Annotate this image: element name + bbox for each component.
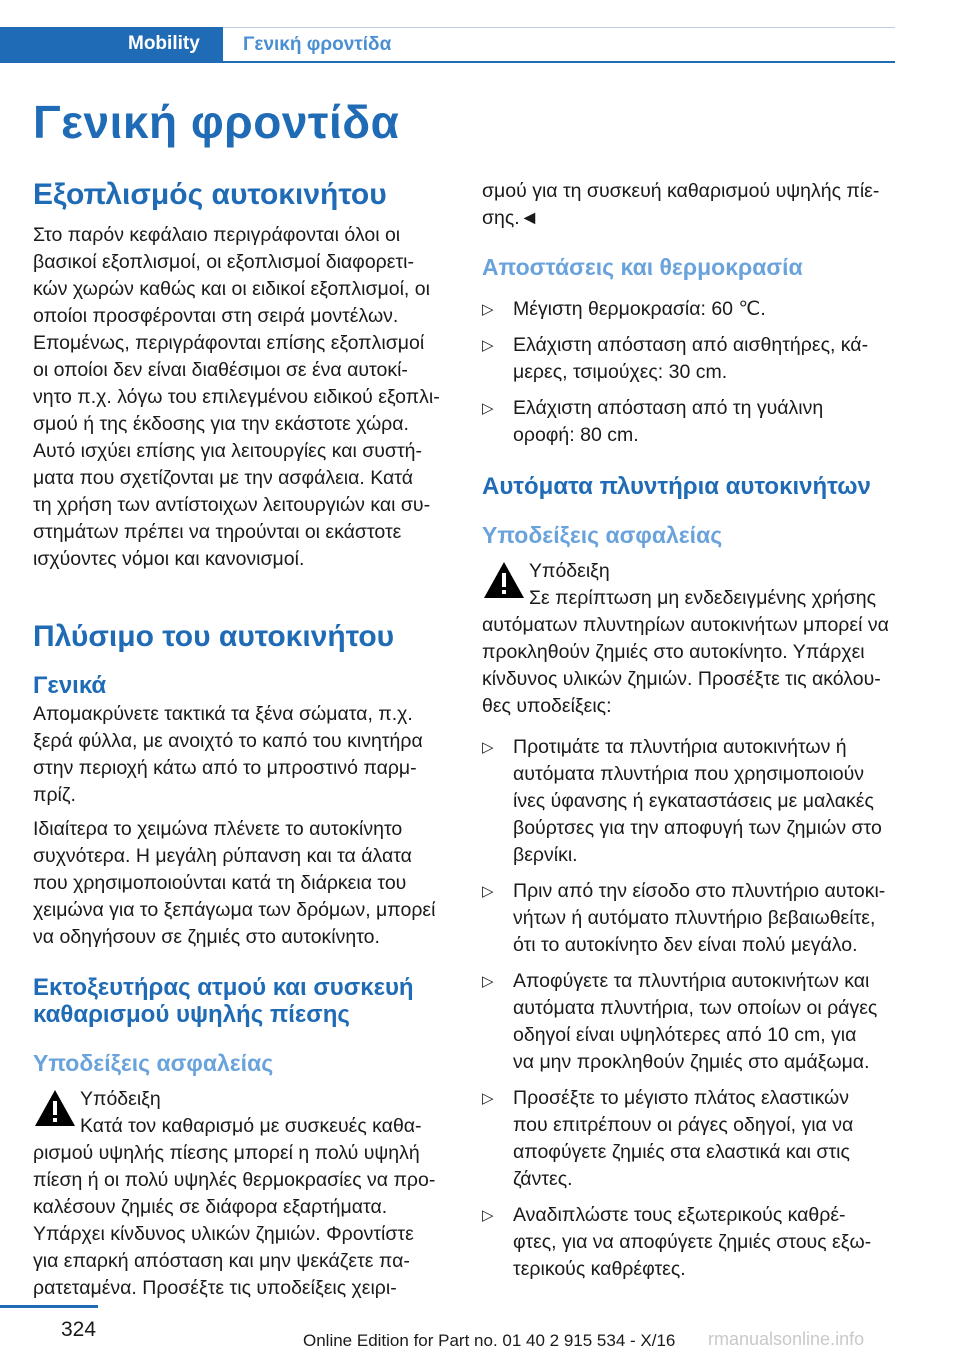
text-line: Προσέξτε το μέγιστο πλάτος ελαστικών <box>513 1087 849 1109</box>
text-line: κών χωρών καθώς και οι ειδικοί εξοπλισμοί, οι <box>33 278 430 300</box>
text-line: Αποφύγετε τα πλυντήρια αυτοκινήτων και <box>513 970 870 992</box>
text-line: Αυτό ισχύει επίσης για λειτουργίες και συστή‐ <box>33 440 423 462</box>
text-line: για επαρκή απόσταση και μην ψεκάζετε πα‐ <box>33 1250 410 1272</box>
distances-heading: Αποστάσεις και θερμοκρασία <box>482 254 803 280</box>
text-line: Προτιμάτε τα πλυντήρια αυτοκινήτων ή <box>513 736 847 758</box>
text-line: προκληθούν ζημιές στο αυτοκίνητο. Υπάρχει <box>482 641 865 663</box>
car-wash-heading: Πλύσιμο του αυτοκινήτου <box>33 620 395 653</box>
left-column <box>33 178 448 1302</box>
text-line: που χρησιμοποιούνται κατά τη διάρκεια του <box>33 872 407 894</box>
text-line: χειμώνα για το ξεπάγωμα των δρόμων, μπορεί <box>33 899 436 921</box>
text-line: ρατεταμένα. Προσέξτε τις υποδείξεις χειρι‐ <box>33 1277 397 1299</box>
automatic-car-wash-heading: Αυτόματα πλυντήρια αυτοκινήτων <box>482 473 871 500</box>
text-line: οποίοι προσφέρονται στη σειρά μοντέλων. <box>33 305 399 327</box>
text-line: Κατά τον καθαρισμό με συσκευές καθα‐ <box>80 1115 422 1137</box>
text-line: οροφή: 80 cm. <box>513 424 639 446</box>
edition-line: Online Edition for Part no. 01 40 2 915 534 - X/16 <box>303 1331 676 1350</box>
text-line: σμού για τη συσκευή καθαρισμού υψηλής πίε‐ <box>482 180 880 202</box>
text-line: μερες, τσιμούχες: 30 cm. <box>513 361 728 383</box>
text-line: Πριν από την είσοδο στο πλυντήριο αυτοκι‐ <box>513 880 886 902</box>
text-line: Ελάχιστη απόσταση από τη γυάλινη <box>513 397 824 419</box>
text-line: Επομένως, περιγράφονται επίσης εξοπλισμοί <box>33 332 425 354</box>
heading-line: καθαρισμού υψηλής πίεσης <box>33 1001 350 1028</box>
general-paragraph-2 <box>33 816 448 951</box>
triangle-bullet-icon: ▷ <box>482 400 494 417</box>
page-header <box>0 0 960 62</box>
list-item <box>482 332 897 386</box>
text-line: ισχύοντες νόμοι και κανονισμοί. <box>33 548 305 570</box>
text-line: να οδηγήσουν σε ζημιές στο αυτοκίνητο. <box>33 926 380 948</box>
safety-notes-heading: Υποδείξεις ασφαλείας <box>482 522 723 548</box>
triangle-bullet-icon: ▷ <box>482 1090 494 1107</box>
text-line: ίνες ύφανσης ή εγκαταστάσεις με μαλακές <box>513 790 874 812</box>
warning-note <box>482 558 897 720</box>
watermark: rmanualsonline.info <box>708 1329 865 1349</box>
text-line: τερικούς καθρέφτες. <box>513 1258 686 1280</box>
safety-notes-heading: Υποδείξεις ασφαλείας <box>33 1050 274 1076</box>
text-line: αυτόματα πλυντήρια, των οποίων οι ράγες <box>513 997 878 1019</box>
car-wash-list <box>482 734 897 1283</box>
text-line: Ελάχιστη απόσταση από αισθητήρες, κά‐ <box>513 334 869 356</box>
text-line: Υπάρχει κίνδυνος υλικών ζημιών. Φροντίστε <box>33 1223 414 1245</box>
list-item <box>482 878 897 959</box>
text-line: νήτων ή αυτόματο πλυντήριο βεβαιωθείτε, <box>513 907 876 929</box>
text-line: βούρτσες για την αποφυγή των ζημιών στο <box>513 817 882 839</box>
equipment-heading: Εξοπλισμός αυτοκινήτου <box>33 178 387 211</box>
text-line: που επιτρέπουν οι ράγες οδηγοί, για να <box>513 1114 854 1136</box>
triangle-bullet-icon: ▷ <box>482 739 494 756</box>
text-line: αυτόματων πλυντηρίων αυτοκινήτων μπορεί να <box>482 614 889 636</box>
text-line: σμού ή της έκδοσης για την εκάστοτε χώρα. <box>33 413 409 435</box>
header-divider <box>0 61 895 63</box>
text-line: Μέγιστη θερμοκρασία: 60 ℃. <box>513 298 766 320</box>
tab-mobility[interactable]: Mobility <box>0 27 223 61</box>
text-line: στην περιοχή κάτω από το μπροστινό παρμ‐ <box>33 757 417 779</box>
text-line: οι οποίοι δεν είναι διαθέσιμοι σε ένα αυτοκί‐ <box>33 359 408 381</box>
text-line: Στο παρόν κεφάλαιο περιγράφονται όλοι οι <box>33 224 401 246</box>
triangle-bullet-icon: ▷ <box>482 337 494 354</box>
warning-continuation <box>482 178 897 232</box>
text-line: ματα που σχετίζονται με την ασφάλεια. Κατά <box>33 467 413 489</box>
triangle-bullet-icon: ▷ <box>482 301 494 318</box>
text-line: Ιδιαίτερα το χειμώνα πλένετε το αυτοκίνητο <box>33 818 403 840</box>
general-paragraph-1 <box>33 701 448 809</box>
footer-divider <box>0 1305 98 1308</box>
triangle-bullet-icon: ▷ <box>482 1207 494 1224</box>
text-line: φτες, για να αποφύγετε ζημιές στους εξω‐ <box>513 1231 872 1253</box>
warning-title: Υπόδειξη <box>80 1088 161 1110</box>
text-line: ρισμού υψηλής πίεσης μπορεί η πολύ υψηλή <box>33 1142 420 1164</box>
text-line: οδηγοί είναι υψηλότερες από 10 cm, για <box>513 1024 857 1046</box>
page-number: 324 <box>61 1318 97 1341</box>
warning-title: Υπόδειξη <box>529 560 610 582</box>
list-item <box>482 734 897 869</box>
text-line: σης.◄ <box>482 207 539 229</box>
text-line: να μην προκληθούν ζημιές στο αμάξωμα. <box>513 1051 870 1073</box>
text-line: θες υποδείξεις: <box>482 695 612 717</box>
text-line: ξερά φύλλα, με ανοιχτό το καπό του κινητήρα <box>33 730 423 752</box>
warning-note <box>33 1086 448 1302</box>
equipment-paragraph <box>33 222 448 573</box>
steam-cleaner-heading <box>33 974 448 1028</box>
text-line: Σε περίπτωση μη ενδεδειγμένης χρήσης <box>529 587 877 609</box>
triangle-bullet-icon: ▷ <box>482 883 494 900</box>
text-line: ζάντες. <box>513 1168 573 1190</box>
text-line: πρίζ. <box>33 784 76 806</box>
text-line: ότι το αυτοκίνητο δεν είναι πολύ μεγάλο. <box>513 934 858 956</box>
text-line: τη χρήση των αντίστοιχων λειτουργιών και συ‐ <box>33 494 431 516</box>
text-line: πίεση ή οι πολύ υψηλές θερμοκρασίες να προ‐ <box>33 1169 436 1191</box>
text-line: βασικοί εξοπλισμοί, οι εξοπλισμοί διαφορετι‐ <box>33 251 414 273</box>
right-column <box>482 178 897 1283</box>
warning-triangle-icon <box>482 560 526 600</box>
text-line: αποφύγετε ζημιές στα ελαστικά και στις <box>513 1141 850 1163</box>
tab-general-care[interactable]: Γενική φροντίδα <box>223 27 895 61</box>
heading-line: Εκτοξευτήρας ατμού και συσκευή <box>33 974 414 1001</box>
text-line: κίνδυνος υλικών ζημιών. Προσέξτε τις ακόλου‐ <box>482 668 881 690</box>
distances-list <box>482 296 897 449</box>
text-line: καλέσουν ζημιές σε διάφορα εξαρτήματα. <box>33 1196 388 1218</box>
list-item <box>482 968 897 1076</box>
text-line: Αναδιπλώστε τους εξωτερικούς καθρέ‐ <box>513 1204 846 1226</box>
text-line: Απομακρύνετε τακτικά τα ξένα σώματα, π.χ. <box>33 703 413 725</box>
warning-triangle-icon <box>33 1088 77 1128</box>
list-item <box>482 395 897 449</box>
list-item <box>482 296 897 323</box>
text-line: στημάτων πρέπει να τηρούνται οι εκάστοτε <box>33 521 402 543</box>
list-item <box>482 1202 897 1283</box>
text-line: αυτόματα πλυντήρια που χρησιμοποιούν <box>513 763 864 785</box>
text-line: συχνότερα. Η μεγάλη ρύπανση και τα άλατα <box>33 845 412 867</box>
text-line: βερνίκι. <box>513 844 578 866</box>
page-title: Γενική φροντίδα <box>33 96 400 148</box>
text-line: νητο π.χ. λόγω του επιλεγμένου ειδικού εξοπλι‐ <box>33 386 440 408</box>
general-subheading: Γενικά <box>33 672 107 699</box>
triangle-bullet-icon: ▷ <box>482 973 494 990</box>
list-item <box>482 1085 897 1193</box>
